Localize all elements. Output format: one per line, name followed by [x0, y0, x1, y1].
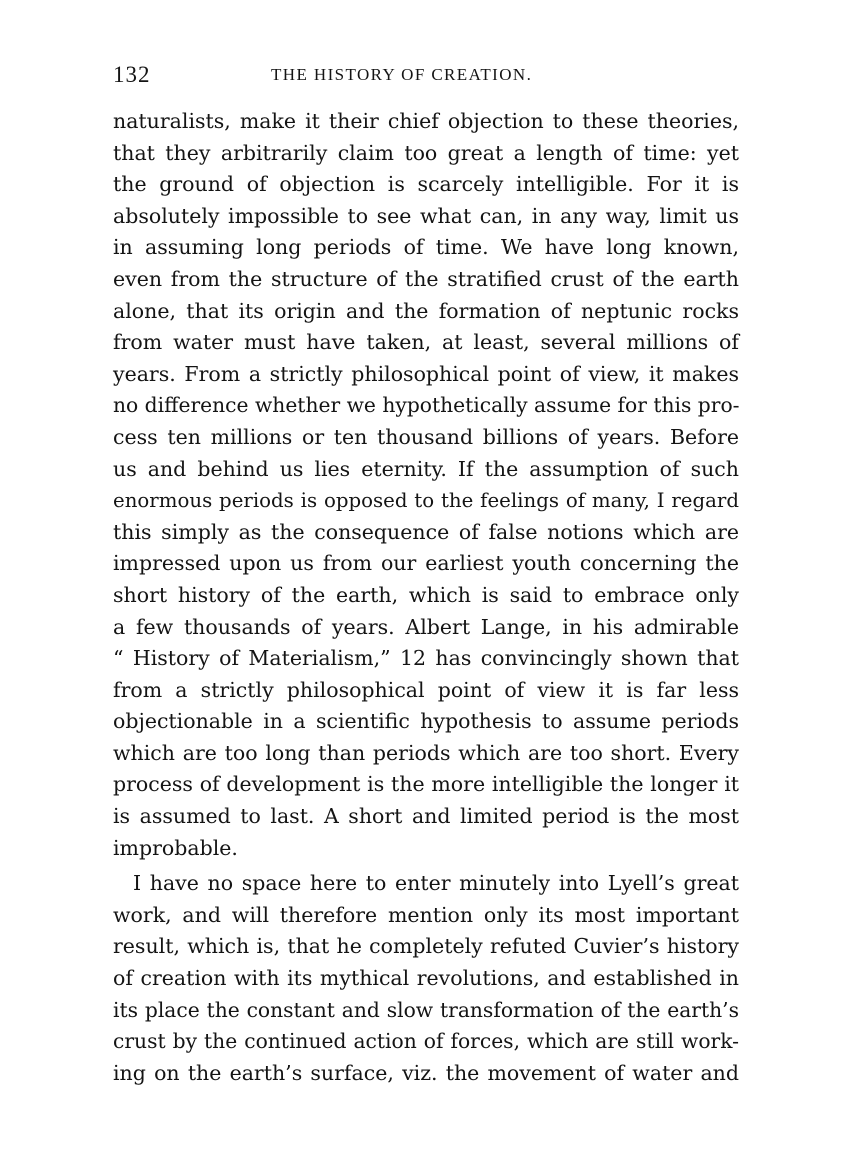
running-title: THE HISTORY OF CREATION.: [271, 65, 533, 84]
text-line: objectionable in a scientific hypothesis to assume periods: [113, 709, 739, 734]
text-line: the ground of objection is scarcely intelligible. For it is: [113, 172, 739, 197]
text-line: impressed upon us from our earliest youth concerning the: [113, 551, 739, 576]
text-line: from water must have taken, at least, several millions of: [113, 330, 739, 355]
text-line: alone, that its origin and the formation of neptunic rocks: [113, 298, 739, 323]
text-line: crust by the continued action of forces, which are still work-: [113, 1029, 739, 1054]
page-number: 132: [113, 62, 151, 87]
text-line: process of development is the more intelligible the longer it: [113, 772, 739, 797]
text-line: of creation with its mythical revolutions, and established in: [113, 966, 739, 991]
text-line: its place the constant and slow transformation of the earth’s: [113, 997, 739, 1022]
body-text: [113, 106, 739, 1089]
text-line: this simply as the consequence of false notions which are: [113, 519, 739, 544]
text-line: cess ten millions or ten thousand billions of years. Before: [113, 424, 739, 449]
running-head: [113, 60, 739, 90]
text-line: that they arbitrarily claim too great a length of time: yet: [113, 140, 739, 165]
text-line: short history of the earth, which is said to embrace only: [113, 582, 739, 607]
text-line: which are too long than periods which are too short. Every: [113, 740, 739, 765]
paragraph: [113, 106, 739, 864]
text-line: ing on the earth’s surface, viz. the movement of water and: [113, 1060, 739, 1085]
text-line: no difference whether we hypothetically assume for this pro-: [113, 393, 740, 418]
text-line: us and behind us lies eternity. If the assumption of such: [113, 456, 739, 481]
text-line: a few thousands of years. Albert Lange, in his admirable: [113, 614, 739, 639]
text-line: work, and will therefore mention only its most important: [113, 902, 739, 927]
text-line: naturalists, make it their chief objection to these theories,: [113, 109, 739, 133]
text-line: improbable.: [113, 835, 238, 860]
text-line: I have no space here to enter minutely into Lyell’s great: [133, 871, 739, 896]
text-line: result, which is, that he completely refuted Cuvier’s history: [113, 934, 739, 959]
text-line: even from the structure of the stratified crust of the earth: [113, 266, 739, 291]
text-line: is assumed to last. A short and limited period is the most: [113, 804, 739, 829]
text-line: enormous periods is opposed to the feelings of many, I regard: [113, 489, 739, 513]
text-line: years. From a strictly philosophical point of view, it makes: [113, 361, 739, 386]
text-line: from a strictly philosophical point of view it is far less: [113, 677, 739, 702]
text-line: “ History of Materialism,” 12 has convincingly shown that: [113, 646, 739, 671]
text-line: absolutely impossible to see what can, in any way, limit us: [113, 203, 739, 228]
paragraph: [113, 868, 739, 1089]
text-line: in assuming long periods of time. We have long known,: [113, 235, 739, 260]
